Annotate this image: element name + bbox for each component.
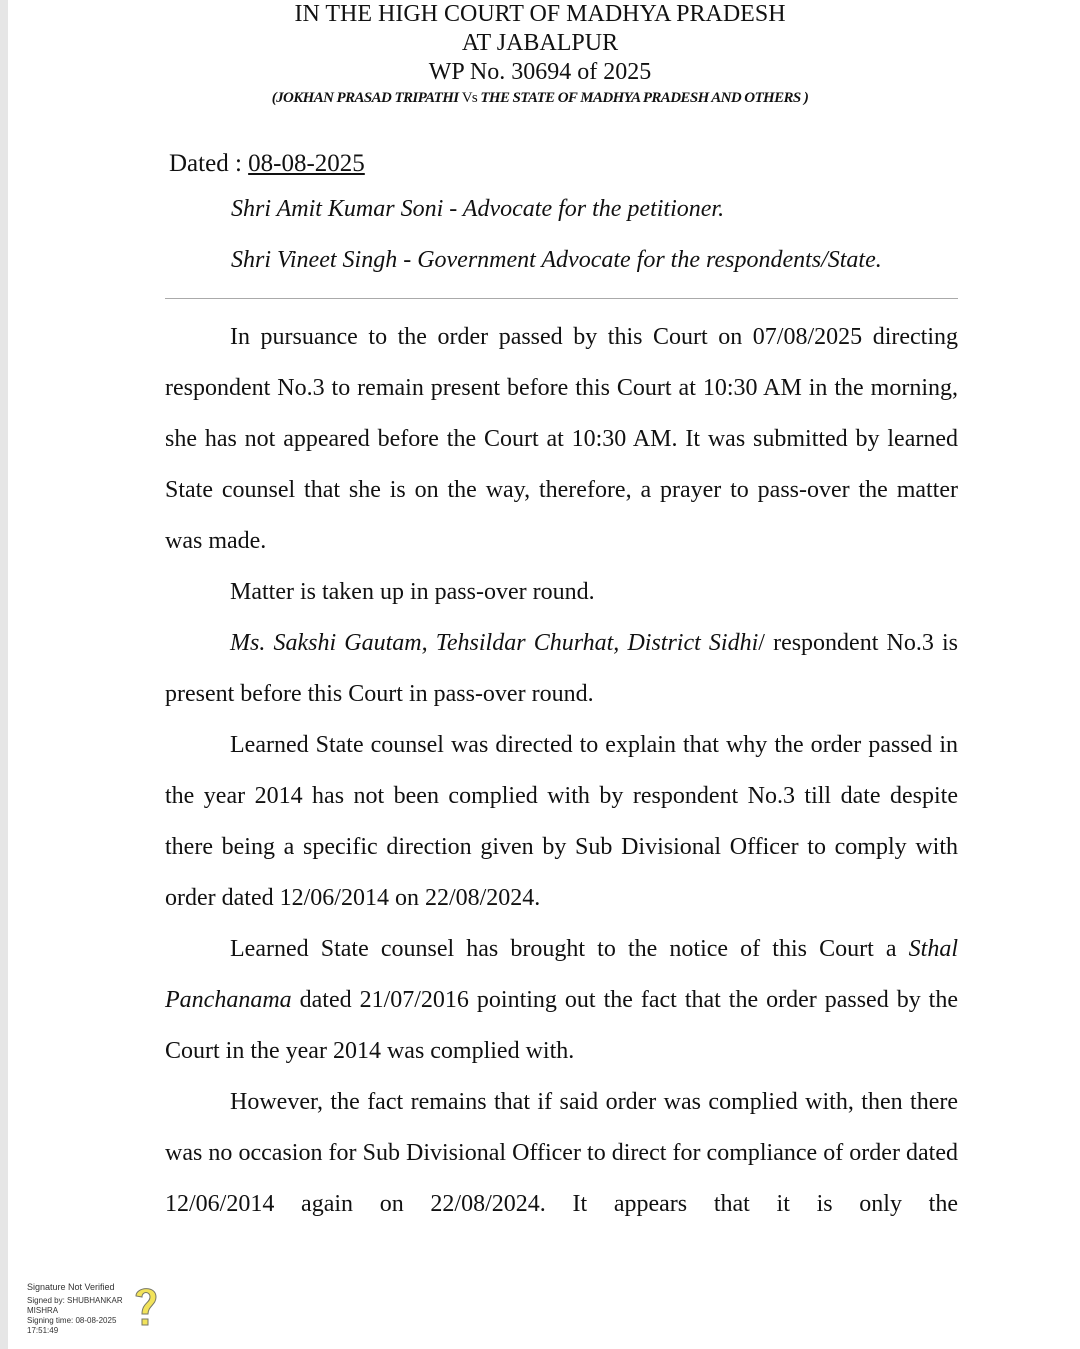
paragraph [165,618,958,720]
question-mark-icon [132,1284,160,1332]
paragraph-text: / respondent No.3 is present before this Court in pass-over round. [165,630,959,707]
respondents: THE STATE OF MADHYA PRADESH AND OTHERS ) [477,90,809,106]
paragraph-text: Learned State counsel has brought to the notice of this Court a [230,936,909,962]
case-number: WP No. 30694 of 2025 [428,59,652,85]
case-parties [0,88,1080,108]
advocate-petitioner: Shri Amit Kumar Soni - Advocate for the petitioner. [231,196,725,222]
dated-value: 08-08-2025 [248,150,365,177]
paragraph: Learned State counsel was directed to explain that why the order passed in the year 2014 has not been complied with by respondent No.3 till date despite there being a specific direction given by Sub Divisional Officer to comply with order dated 12/06/2014 on 22/08/2024. [165,732,958,911]
signed-by: Signed by: SHUBHANKAR MISHRA [27,1296,123,1315]
petitioner: (JOKHAN PRASAD TRIPATHI [271,90,462,106]
paragraph-text: dated 21/07/2016 pointing out the fact that the order passed by the Court in the year 2014 was complied with. [165,987,958,1064]
versus: Vs [461,90,478,106]
signing-time: Signing time: 08-08-2025 17:51:49 [27,1316,117,1335]
dated-label: Dated : [169,150,249,177]
paragraph: However, the fact remains that if said order was complied with, then there was no occasion for Sub Divisional Officer to direct for compliance of order dated 12/06/2014 again on 22/08/2024. It appears that it is only the [165,1089,958,1217]
document-term: Sthal Panchanama [165,936,958,1013]
paragraph [165,924,958,1077]
court-name: IN THE HIGH COURT OF MADHYA PRADESH [294,1,786,27]
page-edge [0,0,8,1349]
advocate-respondent: Shri Vineet Singh - Government Advocate for the respondents/State. [231,247,882,273]
order-body [165,312,958,1230]
signature-status: Signature Not Verified [27,1282,115,1292]
order-date [169,150,365,178]
paragraph: In pursuance to the order passed by this Court on 07/08/2025 directing respondent No.3 to remain present before this Court at 10:30 AM in the morning, she has not appeared before the Court at 10:30 AM. It was submitted by learned State counsel that she is on the way, therefore, a prayer to pass-over the matter was made. [165,324,958,554]
divider [165,298,958,299]
paragraph: Matter is taken up in pass-over round. [230,579,595,605]
bench-name: AT JABALPUR [461,30,619,56]
respondent-name: Ms. Sakshi Gautam, Tehsildar Churhat, District Sidhi [230,630,759,656]
digital-signature-block [27,1282,127,1336]
